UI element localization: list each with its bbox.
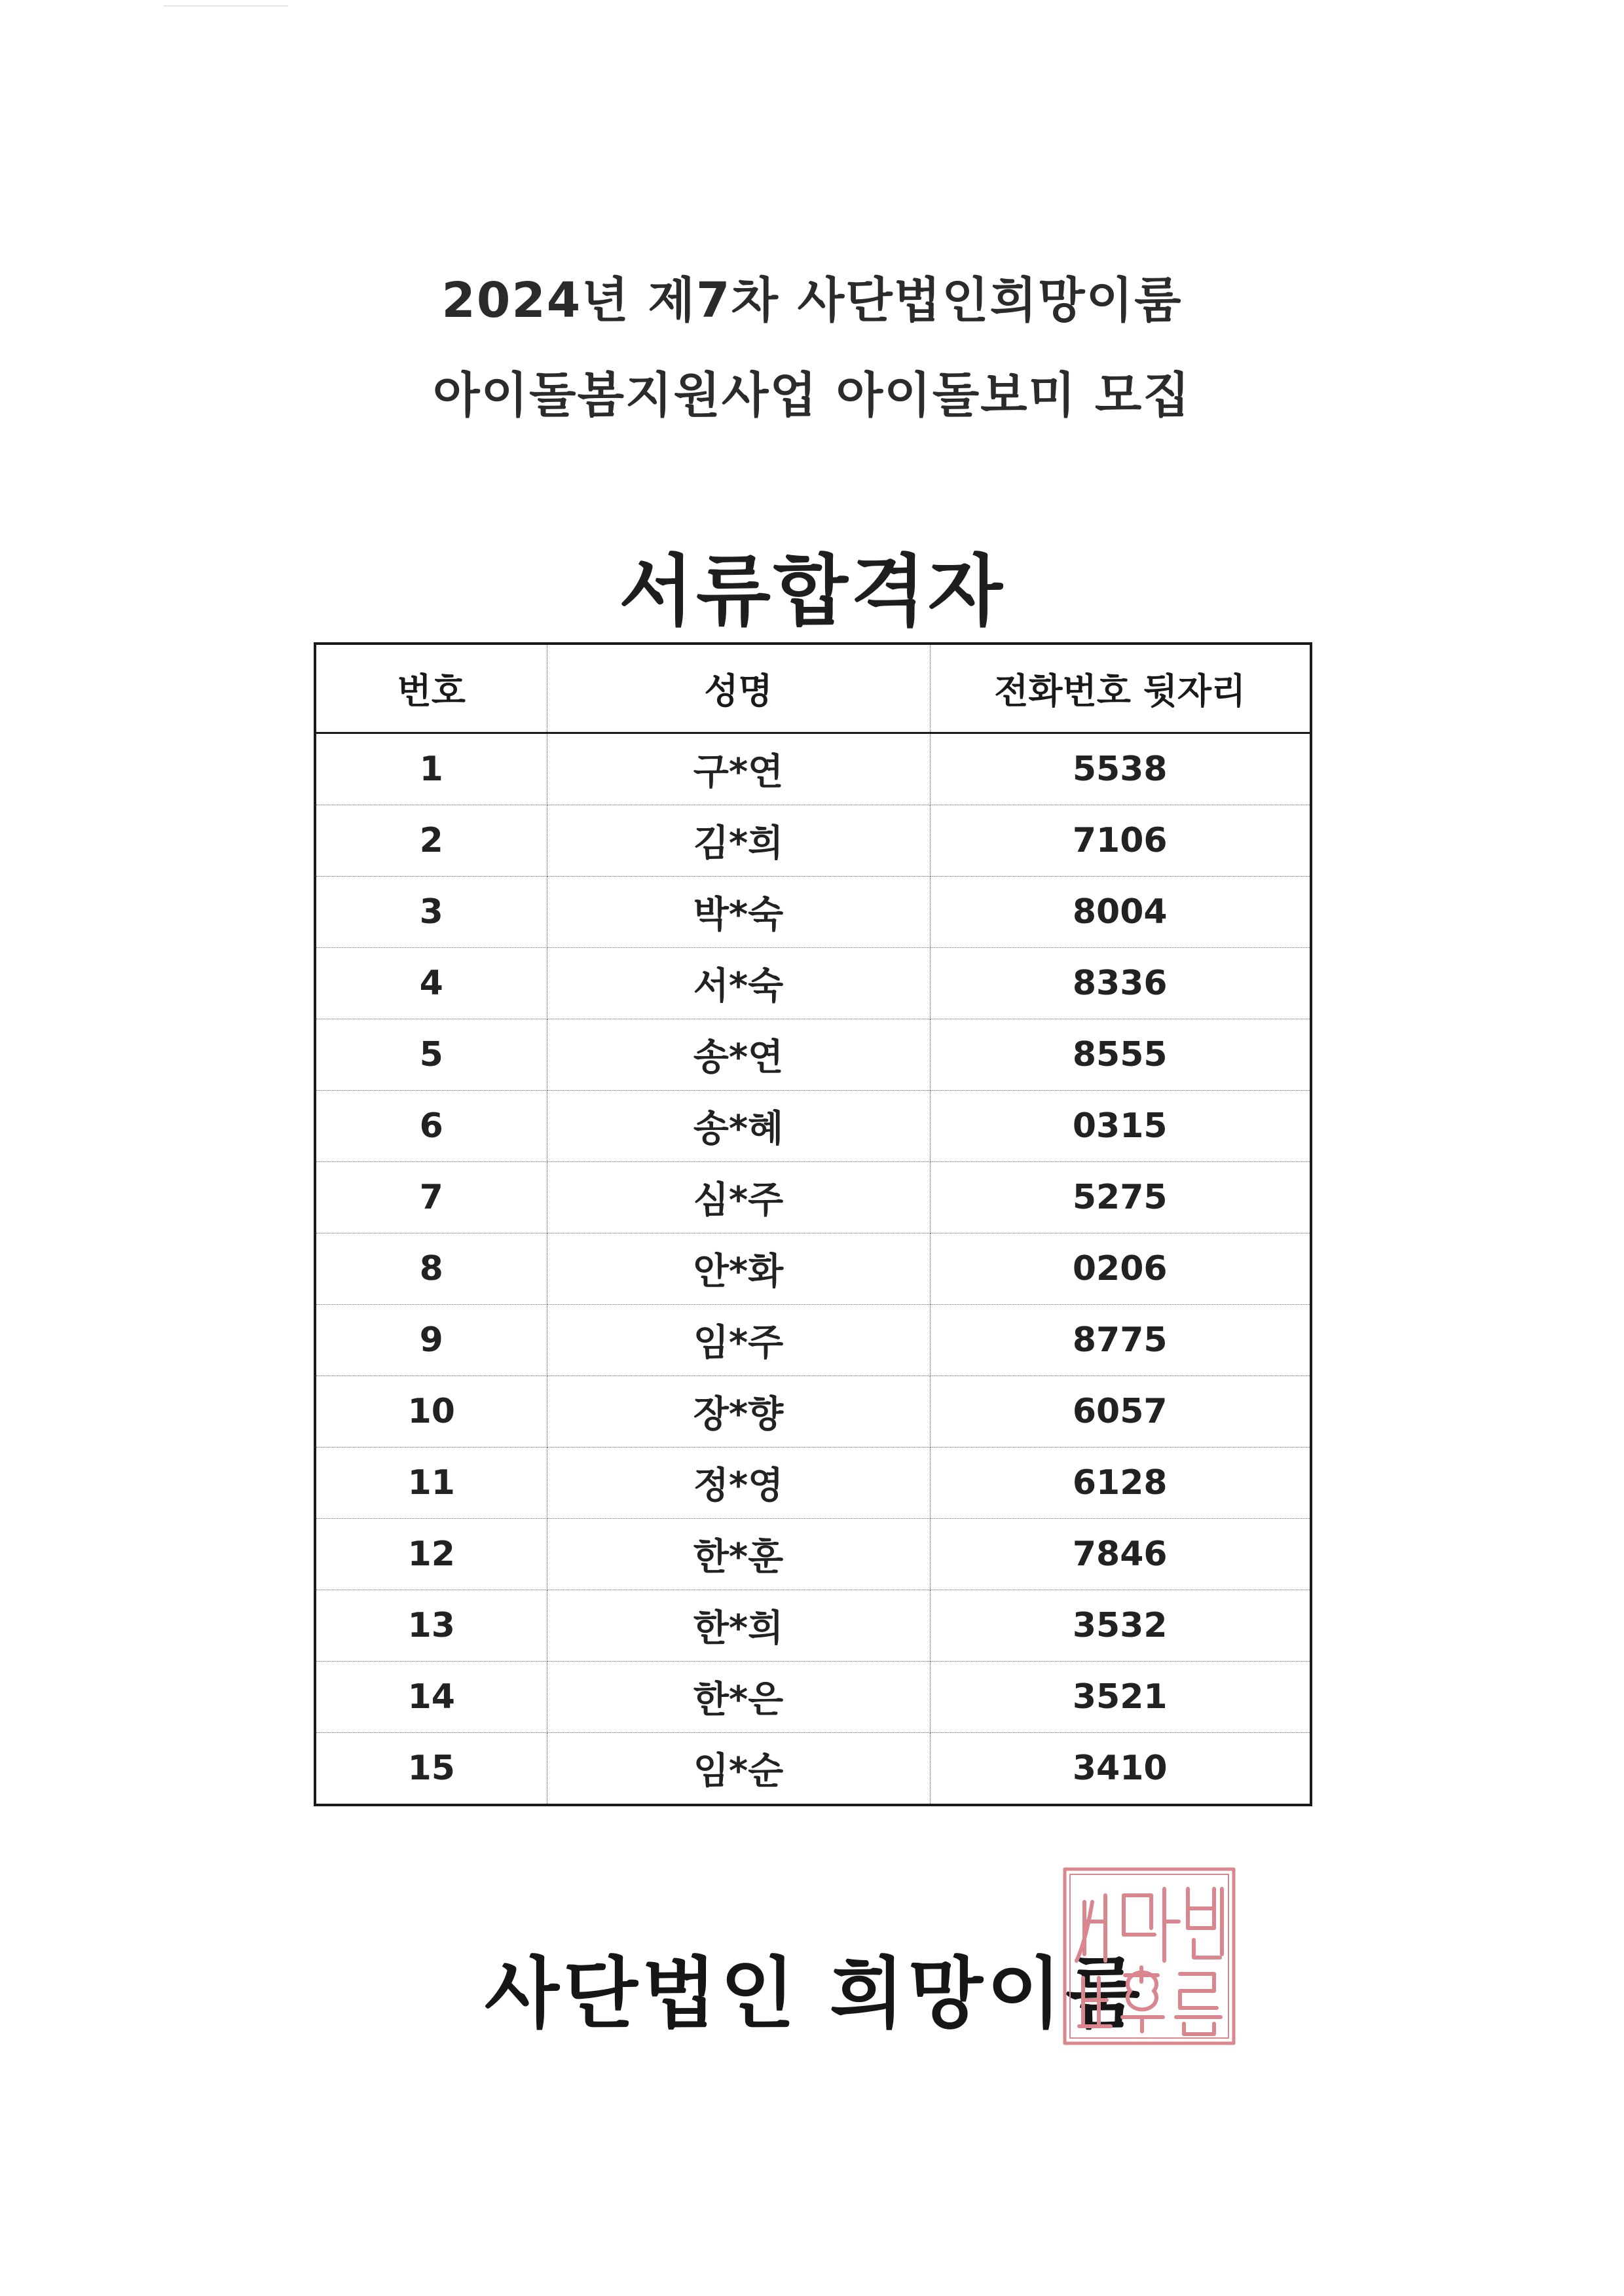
column-header-number: 번호 — [315, 644, 547, 733]
table-row — [315, 1233, 1311, 1305]
header-line-1: 2024년 제7차 사단법인희망이룸 — [441, 272, 1183, 329]
row-number-cell: 12 — [315, 1519, 547, 1590]
row-number-cell: 13 — [315, 1590, 547, 1662]
scan-speck — [164, 5, 288, 7]
row-number-cell: 9 — [315, 1305, 547, 1376]
row-phone-cell: 0315 — [930, 1091, 1311, 1162]
row-number-cell: 15 — [315, 1733, 547, 1806]
row-name-cell: 한*은 — [547, 1662, 930, 1733]
row-phone-cell: 8555 — [930, 1019, 1311, 1091]
row-name-cell: 심*주 — [547, 1162, 930, 1233]
row-number-cell: 7 — [315, 1162, 547, 1233]
results-table — [314, 642, 1312, 1806]
row-name-cell: 한*훈 — [547, 1519, 930, 1590]
row-phone-cell: 3521 — [930, 1662, 1311, 1733]
table-header-row — [315, 644, 1311, 733]
row-phone-cell: 6128 — [930, 1448, 1311, 1519]
header-line-2: 아이돌봄지원사업 아이돌보미 모집 — [433, 367, 1191, 424]
row-name-cell: 임*순 — [547, 1733, 930, 1806]
row-name-cell: 송*혜 — [547, 1091, 930, 1162]
row-name-cell: 안*화 — [547, 1233, 930, 1305]
row-number-cell: 8 — [315, 1233, 547, 1305]
row-name-cell: 임*주 — [547, 1305, 930, 1376]
table-row — [315, 1305, 1311, 1376]
row-name-cell: 박*숙 — [547, 877, 930, 948]
row-number-cell: 3 — [315, 877, 547, 948]
row-phone-cell: 5275 — [930, 1162, 1311, 1233]
row-name-cell: 정*영 — [547, 1448, 930, 1519]
column-header-name: 성명 — [547, 644, 930, 733]
row-phone-cell: 3532 — [930, 1590, 1311, 1662]
row-name-cell: 장*향 — [547, 1376, 930, 1448]
row-name-cell: 김*희 — [547, 805, 930, 877]
table-row — [315, 733, 1311, 805]
table-row — [315, 1019, 1311, 1091]
row-name-cell: 송*연 — [547, 1019, 930, 1091]
row-number-cell: 10 — [315, 1376, 547, 1448]
table-row — [315, 877, 1311, 948]
table-row — [315, 1662, 1311, 1733]
organization-name: 사단법인 희망이룸 — [485, 1948, 1144, 2039]
row-phone-cell: 5538 — [930, 733, 1311, 805]
table-row — [315, 1091, 1311, 1162]
table-row — [315, 1376, 1311, 1448]
row-name-cell: 서*숙 — [547, 948, 930, 1019]
table-row — [315, 948, 1311, 1019]
row-number-cell: 14 — [315, 1662, 547, 1733]
row-number-cell: 5 — [315, 1019, 547, 1091]
seal-stamp-icon — [1060, 1863, 1240, 2049]
row-phone-cell: 8775 — [930, 1305, 1311, 1376]
row-number-cell: 6 — [315, 1091, 547, 1162]
column-header-phone: 전화번호 뒷자리 — [930, 644, 1311, 733]
row-number-cell: 2 — [315, 805, 547, 877]
table-row — [315, 1519, 1311, 1590]
row-phone-cell: 0206 — [930, 1233, 1311, 1305]
row-phone-cell: 7846 — [930, 1519, 1311, 1590]
document-title: 서류합격자 — [619, 546, 1005, 636]
row-phone-cell: 7106 — [930, 805, 1311, 877]
row-phone-cell: 8004 — [930, 877, 1311, 948]
row-phone-cell: 3410 — [930, 1733, 1311, 1806]
row-name-cell: 구*연 — [547, 733, 930, 805]
row-number-cell: 11 — [315, 1448, 547, 1519]
table-row — [315, 1448, 1311, 1519]
row-number-cell: 1 — [315, 733, 547, 805]
table-row — [315, 1162, 1311, 1233]
row-phone-cell: 8336 — [930, 948, 1311, 1019]
table-row — [315, 1733, 1311, 1806]
row-phone-cell: 6057 — [930, 1376, 1311, 1448]
table-row — [315, 805, 1311, 877]
row-number-cell: 4 — [315, 948, 547, 1019]
row-name-cell: 한*희 — [547, 1590, 930, 1662]
table-row — [315, 1590, 1311, 1662]
